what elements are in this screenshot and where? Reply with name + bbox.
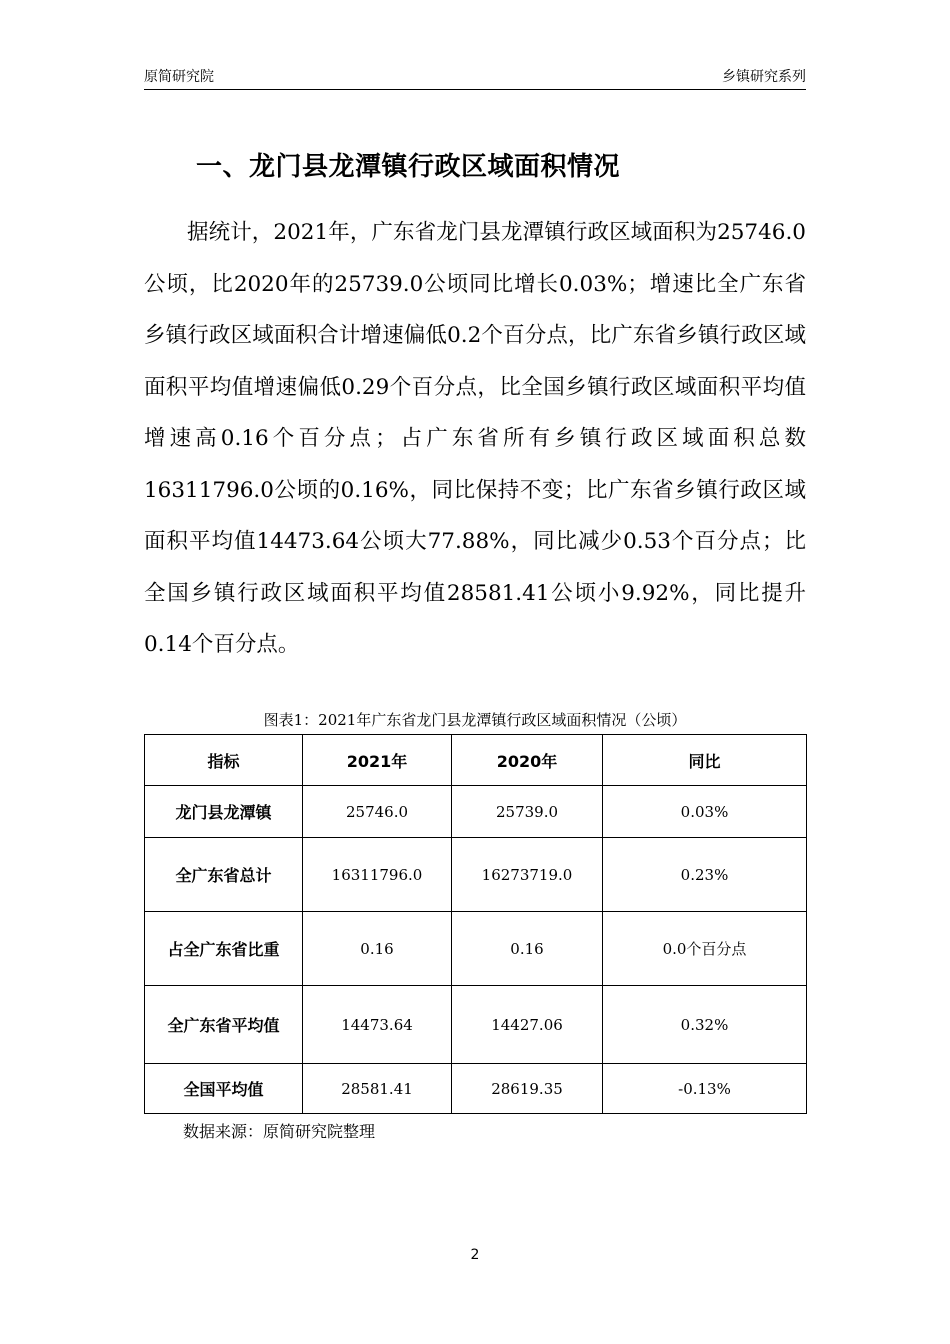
- page-number: 2: [470, 1247, 480, 1263]
- header-yoy: 同比: [603, 735, 807, 786]
- cell-2020: 25739.0: [452, 786, 603, 838]
- row-label: 全广东省总计: [145, 838, 303, 912]
- cell-2021: 0.16: [303, 912, 452, 986]
- table-header-row: [145, 735, 807, 786]
- cell-2020: 14427.06: [452, 986, 603, 1064]
- cell-2021: 16311796.0: [303, 838, 452, 912]
- cell-2021: 14473.64: [303, 986, 452, 1064]
- cell-2021: 28581.41: [303, 1064, 452, 1114]
- cell-yoy: 0.0个百分点: [603, 912, 807, 986]
- row-label: 龙门县龙潭镇: [145, 786, 303, 838]
- header-indicator: 指标: [145, 735, 303, 786]
- table-row: [145, 912, 807, 986]
- row-label: 占全广东省比重: [145, 912, 303, 986]
- cell-2020: 0.16: [452, 912, 603, 986]
- table-row: [145, 838, 807, 912]
- table-caption: 图表1：2021年广东省龙门县龙潭镇行政区域面积情况（公顷）: [263, 711, 687, 729]
- cell-yoy: 0.23%: [603, 838, 807, 912]
- cell-yoy: 0.03%: [603, 786, 807, 838]
- header-2021: 2021年: [303, 735, 452, 786]
- cell-yoy: 0.32%: [603, 986, 807, 1064]
- row-label: 全国平均值: [145, 1064, 303, 1114]
- cell-2020: 16273719.0: [452, 838, 603, 912]
- cell-2021: 25746.0: [303, 786, 452, 838]
- section-title: 一、龙门县龙潭镇行政区域面积情况: [196, 152, 621, 182]
- area-table: [144, 734, 807, 1114]
- table-row: [145, 986, 807, 1064]
- body-paragraph: 据统计，2021年，广东省龙门县龙潭镇行政区域面积为25746.0公顷，比2020年的25739.0公顷同比增长0.03%；增速比全广东省乡镇行政区域面积合计增速偏低0.2个百分点，比广东省乡镇行政区域面积平均值增速偏低0.29个百分点，比全国乡镇行政区域面积平均值增速高0.16个百分点；占广东省所有乡镇行政区域面积总数16311796.0公顷的0.16%，同比保持不变；比广东省乡镇行政区域面积平均值14473.64公顷大77.88%，同比减少0.53个百分点；比全国乡镇行政区域面积平均值28581.41公顷小9.92%，同比提升0.14个百分点。: [144, 220, 806, 657]
- header-series: 乡镇研究系列: [722, 69, 806, 85]
- table-row: [145, 786, 807, 838]
- row-label: 全广东省平均值: [145, 986, 303, 1064]
- header-divider: [144, 89, 806, 90]
- data-source-note: 数据来源：原简研究院整理: [183, 1122, 376, 1141]
- header-2020: 2020年: [452, 735, 603, 786]
- header-organization: 原简研究院: [144, 69, 214, 85]
- table-row: [145, 1064, 807, 1114]
- cell-2020: 28619.35: [452, 1064, 603, 1114]
- cell-yoy: -0.13%: [603, 1064, 807, 1114]
